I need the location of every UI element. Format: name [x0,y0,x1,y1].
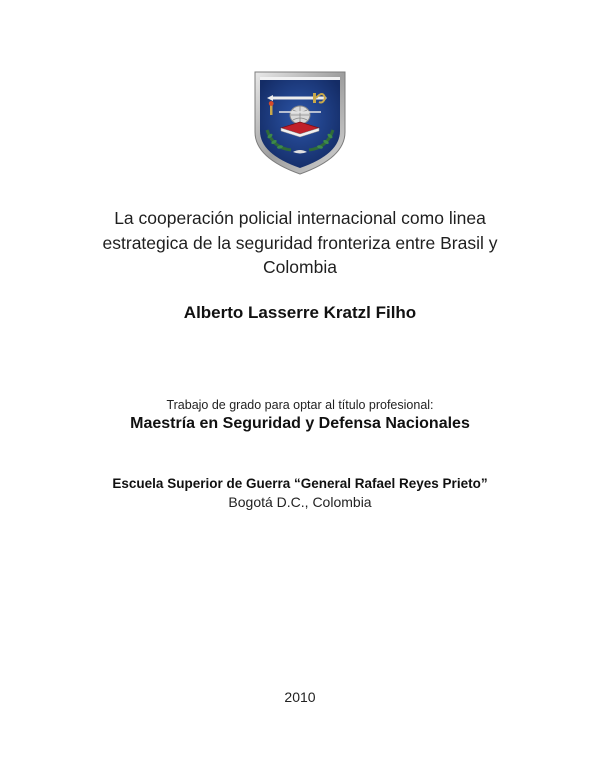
publication-year: 2010 [284,689,316,705]
author-name: Alberto Lasserre Kratzl Filho [183,303,417,322]
institution-city: Bogotá D.C., Colombia [228,494,372,510]
thesis-title-line-1: La cooperación policial internacional como linea [114,208,486,228]
institution-name: Escuela Superior de Guerra “General Rafael Reyes Prieto” [112,476,488,491]
thesis-title-line-3: Colombia [263,257,337,277]
degree-purpose-text: Trabajo de grado para optar al título profesional: [166,398,434,412]
thesis-title-line-2: estrategica de la seguridad fronteriza entre Brasil y [102,232,498,253]
thesis-title [0,206,600,280]
degree-name: Maestría en Seguridad y Defensa Nacionales [130,415,470,432]
shield-emblem-icon [253,70,347,176]
